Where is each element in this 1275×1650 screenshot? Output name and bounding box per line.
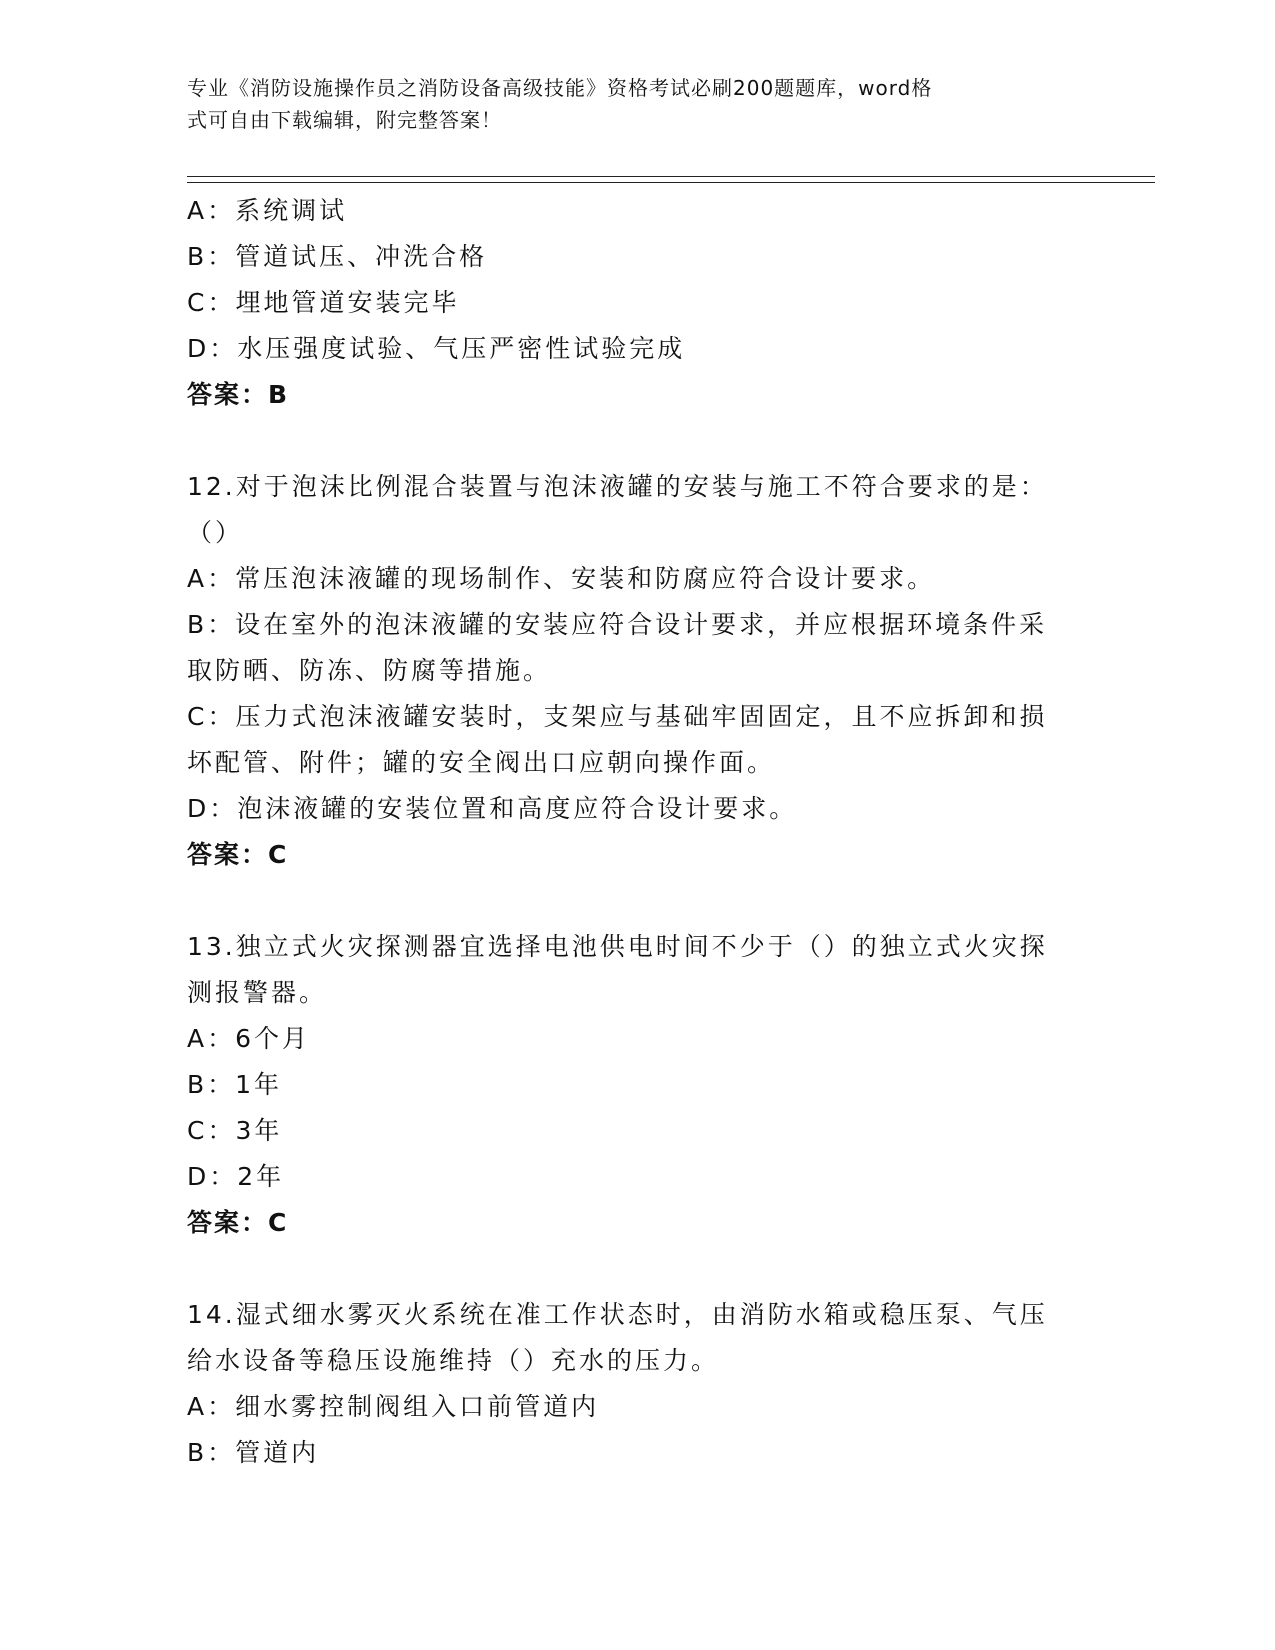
option-d: D：水压强度试验、气压严密性试验完成	[187, 334, 686, 363]
spacer	[187, 1246, 1087, 1292]
spacer	[187, 878, 1087, 924]
question-stem-line-1: 12.对于泡沫比例混合装置与泡沫液罐的安装与施工不符合要求的是：	[187, 472, 1048, 501]
spacer	[187, 418, 1087, 464]
question-stem-line-1: 13.独立式火灾探测器宜选择电池供电时间不少于（）的独立式火灾探	[187, 932, 1048, 961]
answer-label: 答案：C	[187, 840, 289, 869]
option-d: D：泡沫液罐的安装位置和高度应符合设计要求。	[187, 794, 798, 823]
option-c: C：3年	[187, 1116, 283, 1145]
question-stem-line-1: 14.湿式细水雾灭火系统在准工作状态时，由消防水箱或稳压泵、气压	[187, 1300, 1048, 1329]
option-a: A：常压泡沫液罐的现场制作、安装和防腐应符合设计要求。	[187, 564, 936, 593]
question-12	[187, 464, 1087, 878]
question-stem-line-2: 给水设备等稳压设施维持（）充水的压力。	[187, 1346, 720, 1375]
option-b: B：管道内	[187, 1438, 320, 1467]
option-a: A：6个月	[187, 1024, 311, 1053]
header-divider-thick	[187, 176, 1155, 177]
option-c-line-1: C：压力式泡沫液罐安装时，支架应与基础牢固固定，且不应拆卸和损	[187, 702, 1048, 731]
option-b: B：管道试压、冲洗合格	[187, 242, 488, 271]
document-header	[187, 72, 1087, 136]
option-b: B：1年	[187, 1070, 283, 1099]
option-c-line-2: 坏配管、附件；罐的安全阀出口应朝向操作面。	[187, 748, 776, 777]
question-11	[187, 188, 1087, 418]
question-13	[187, 924, 1087, 1246]
header-line-1: 专业《消防设施操作员之消防设备高级技能》资格考试必刷200题题库，word格	[187, 76, 933, 100]
option-a: A：系统调试	[187, 196, 348, 225]
document-body	[187, 188, 1087, 1476]
question-stem-line-2: （）	[187, 518, 244, 547]
header-line-2: 式可自由下载编辑，附完整答案！	[187, 108, 502, 132]
answer-label: 答案：B	[187, 380, 290, 409]
header-divider-thin	[187, 182, 1155, 183]
question-14	[187, 1292, 1087, 1476]
question-stem-line-2: 测报警器。	[187, 978, 328, 1007]
option-c: C：埋地管道安装完毕	[187, 288, 460, 317]
option-d: D：2年	[187, 1162, 285, 1191]
option-b-line-1: B：设在室外的泡沫液罐的安装应符合设计要求，并应根据环境条件采	[187, 610, 1048, 639]
answer-label: 答案：C	[187, 1208, 289, 1237]
option-a: A：细水雾控制阀组入口前管道内	[187, 1392, 600, 1421]
option-b-line-2: 取防晒、防冻、防腐等措施。	[187, 656, 552, 685]
